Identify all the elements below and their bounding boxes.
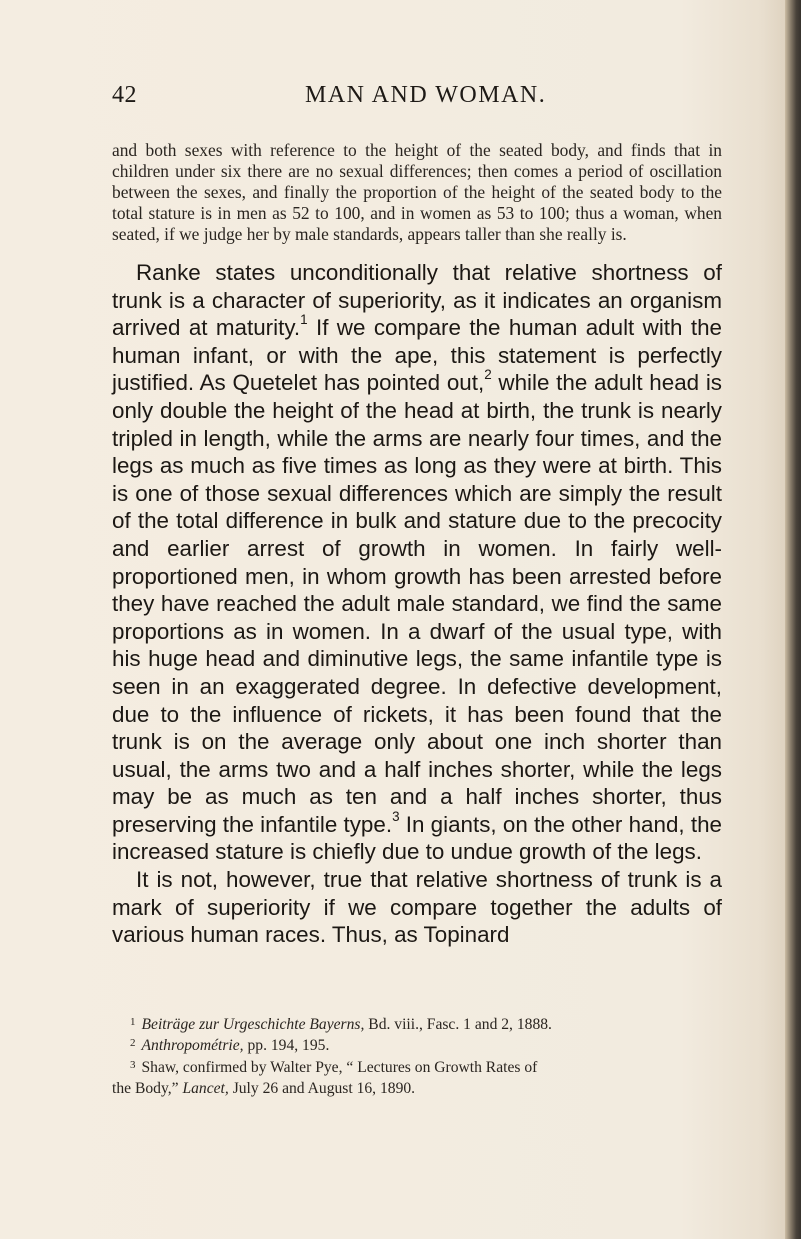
footnote-ref-3: 3 — [392, 808, 400, 824]
footnote-mark: 1 — [130, 1016, 136, 1028]
paragraph-text: If we compare the human adult with the human infant, or with the ape, this statement is perfectly justified. As Quetelet has pointed out, — [112, 315, 722, 396]
footnote-ref-1: 1 — [300, 312, 308, 328]
footnote-mark: 2 — [130, 1037, 136, 1050]
page-edge-shadow — [785, 0, 801, 1239]
footnote-2 — [112, 1036, 722, 1057]
footnote-text: Shaw, confirmed by Walter Pye, “ Lectures on Growth Rates of — [141, 1058, 538, 1076]
paragraph-text: In giants, on the other hand, the increased stature is chiefly due to undue growth of the legs. — [112, 811, 722, 865]
footnote-mark: 3 — [130, 1058, 136, 1071]
footnote-3-continued — [112, 1079, 722, 1098]
opening-paragraph: and both sexes with reference to the height of the seated body, and finds that in children under six there are no sexual differences; then comes a period of oscillation between the sexes, and finally the proportion of the height of the seated body to the total stature is in men as 52 to 100, and in women as 53 to 100; thus a woman, when seated, if we judge her by male standards, appears taller than she really is. — [112, 140, 722, 245]
footnote-title: Anthropométrie, — [141, 1037, 244, 1055]
footnote-text: July 26 and August 16, 1890. — [228, 1079, 416, 1097]
page-header — [112, 82, 722, 112]
footnotes — [112, 1015, 722, 1098]
footnote-text: Bd. viii., Fasc. 1 and 2, 1888. — [364, 1016, 552, 1033]
footnote-title: Lancet, — [182, 1079, 229, 1097]
paragraph-topinard: It is not, however, true that relative shortness of trunk is a mark of superiority if we compare together the adults of various human races. Thus, as Topinard — [112, 867, 722, 948]
main-text — [112, 259, 722, 949]
footnote-text: the Body,” — [112, 1079, 183, 1097]
paragraph-ranke — [112, 259, 722, 866]
paragraph-text: Ranke states unconditionally that relative shortness of trunk is a character of superiority, as it indicates an organism arrived at maturity. — [112, 260, 722, 341]
footnote-text: pp. 194, 195. — [243, 1037, 330, 1055]
running-title: MAN AND WOMAN. — [305, 82, 547, 108]
footnote-3 — [112, 1058, 722, 1079]
footnote-ref-2: 2 — [484, 367, 492, 383]
paragraph-text: while the adult head is only double the height of the head at birth, the trunk is nearly tripled in length, while the arms are nearly four times, and the legs as much as five times as long as they were at birth. This is one of those sexual differences which are simply the result of the total difference in bulk and stature due to the precocity and earlier arrest of growth in women. In fairly well-proportioned men, in whom growth has been arrested before they have reached the adult male standard, we find the same proportions as in women. In a dwarf of the usual type, with his huge head and diminutive legs, the same infantile type is seen in an exaggerated degree. In defective development, due to the influence of rickets, it has been found that the trunk is on the average only about one inch shorter than usual, the arms two and a half inches shorter, while the legs may be as much as ten and a half inches shorter, thus preserving the infantile type. — [112, 370, 722, 837]
footnote-title: Beiträge zur Urgeschichte Bayerns, — [141, 1016, 365, 1033]
page-number: 42 — [112, 82, 137, 108]
footnote-1 — [112, 1015, 722, 1036]
